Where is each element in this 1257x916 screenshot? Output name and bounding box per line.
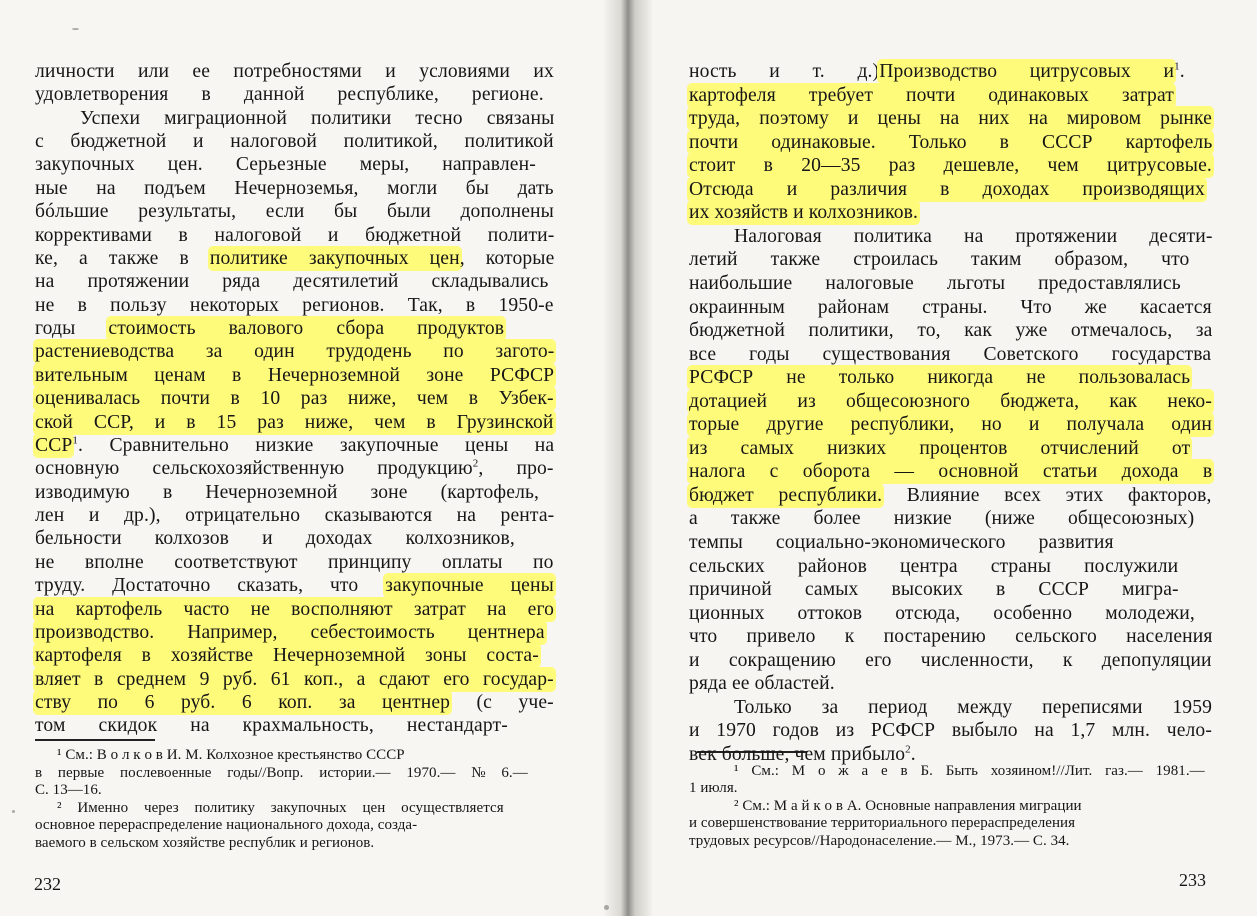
highlighted-text: ству по 6 руб. 6 коп. за центнер	[35, 691, 451, 713]
text-line	[35, 177, 554, 200]
text-segment: лен и др.), отрицательно сказываются на рента-	[35, 505, 555, 527]
text-segment: годы	[35, 318, 109, 340]
text-line	[689, 201, 918, 224]
paper-speck	[72, 28, 79, 30]
footnote-ref: 2	[472, 457, 479, 470]
highlighted-text: бюджет республики.	[689, 484, 883, 506]
footnote-ref: 1	[1174, 60, 1180, 73]
footnote-line: ² См.: М а й к о в А. Основные направления миграции	[734, 797, 1082, 814]
text-line	[35, 574, 554, 597]
text-line	[35, 317, 504, 340]
text-line	[689, 437, 1190, 460]
text-line	[35, 153, 536, 176]
text-segment: на протяжении ряда десятилетий складывались	[35, 271, 549, 293]
text-line	[689, 719, 1212, 742]
footnote-line: ваемого в сельском хозяйстве республик и регионов.	[35, 835, 375, 851]
page-number-right: 233	[1179, 870, 1206, 890]
text-line	[35, 130, 554, 153]
text-line	[35, 527, 515, 550]
paper-speck	[12, 810, 15, 813]
text-segment: удовлетворения в данной республике, регионе.	[35, 84, 544, 106]
highlighted-text: торые другие республики, но и получала один	[689, 414, 1212, 436]
text-segment: ряда ее областей.	[689, 673, 835, 695]
text-line	[35, 60, 554, 83]
text-segment: изводимую в Нечерноземной зоне (картофель,	[35, 481, 540, 503]
text-segment: бóльшие результаты, если бы были дополнены	[35, 201, 554, 223]
highlighted-text: дотацией из общесоюзного бюджета, как неко-	[689, 390, 1212, 412]
footnote-line: и совершенствование территориального перераспределения	[689, 815, 1076, 832]
text-segment: коррективами в налоговой и бюджетной полити-	[35, 224, 555, 246]
text-line	[35, 691, 554, 714]
highlighted-text: из самых низких процентов отчислений от	[689, 437, 1191, 459]
text-segment: основную сельскохозяйственную продукцию	[35, 458, 473, 480]
text-line	[689, 178, 1205, 201]
text-line	[689, 531, 1114, 554]
footnote-line: ² Именно через политику закупочных цен осуществляется	[57, 799, 504, 816]
highlighted-text: РСФСР не только никогда не пользовалась	[689, 367, 1191, 389]
text-line	[689, 460, 1212, 483]
text-line	[689, 131, 1212, 154]
text-segment: , про-	[478, 458, 554, 480]
footnote-line: трудовых ресурсов//Народонаселение.— М., 1973.— С. 34.	[689, 832, 1070, 849]
highlighted-text: их хозяйств и колхозников.	[689, 202, 919, 224]
text-line	[35, 387, 554, 410]
text-line	[35, 294, 554, 317]
text-segment: с бюджетной и налоговой политикой, политикой	[35, 131, 554, 153]
text-line	[35, 598, 554, 621]
paper-speck	[604, 905, 609, 910]
page-number-left: 232	[34, 874, 61, 894]
highlighted-text: труда, поэтому и цены на них на мировом рынке	[689, 108, 1212, 130]
text-segment: наибольшие налоговые льготы предоставлялись	[689, 272, 1181, 294]
text-segment: . Сравнительно низкие закупочные цены на	[78, 434, 555, 456]
highlighted-text: ской ССР, и в 15 раз ниже, чем в Грузинской	[35, 411, 554, 433]
text-segment: темпы социально-экономического развития	[689, 532, 1114, 553]
text-line	[35, 224, 554, 247]
highlighted-text: почти одинаковые. Только в СССР картофель	[689, 131, 1213, 153]
highlighted-text: закупочные цены	[385, 575, 554, 597]
highlighted-text: растениеводства за один трудодень по загото-	[35, 341, 555, 363]
text-line	[689, 107, 1212, 130]
text-line	[35, 200, 554, 223]
text-segment: бюджетной политики, то, как уже отмечалось, за	[689, 320, 1213, 342]
text-segment: и 1970 годов из РСФСР выбыло на 1,7 млн. чело-	[689, 720, 1212, 742]
text-segment: бельности колхозов и доходах колхозников,	[35, 528, 515, 550]
text-line	[689, 154, 1212, 177]
text-segment: труду. Достаточно сказать, что	[35, 575, 386, 597]
text-line	[689, 413, 1212, 436]
text-line	[689, 649, 1212, 672]
text-segment: окраинным районам страны. Что же касается	[689, 296, 1212, 318]
highlighted-text: на картофель часто не восполняют затрат на его	[35, 598, 555, 620]
book-gutter	[604, 0, 652, 916]
footnote-ref: 1	[72, 434, 79, 447]
text-segment: не в пользу некоторых регионов. Так, в 1950-е	[35, 294, 554, 316]
highlighted-text: вительным ценам в Нечерноземной зоне РСФСР	[35, 364, 555, 386]
text-line	[689, 602, 1195, 625]
footnote-line: в первые послевоенные годы//Вопр. истории.— 1970.— № 6.—	[35, 764, 528, 781]
text-line	[689, 484, 1212, 507]
highlighted-text: производство. Например, себестоимость центнера	[35, 621, 545, 643]
text-segment: а также более низкие (ниже общесоюзных)	[689, 508, 1195, 530]
highlighted-text: налога с оборота — основной статьи дохода в	[689, 461, 1213, 483]
text-line	[689, 84, 1174, 107]
text-segment: ные на подъем Нечерноземья, могли бы дать	[35, 177, 554, 199]
text-line	[35, 270, 548, 293]
text-segment: что привело к постарению сельского населения	[689, 626, 1213, 648]
text-segment: личности или ее потребностями и условиями их	[35, 61, 554, 82]
text-segment: Успехи миграционной политики тесно связаны	[80, 107, 555, 129]
highlighted-text: политике закупочных цен	[209, 247, 460, 269]
highlighted-text: оценивалась почти в 10 раз ниже, чем в Узбек-	[35, 388, 554, 410]
text-line	[689, 672, 835, 695]
text-line	[689, 555, 1178, 578]
highlighted-text: вляет в среднем 9 руб. 61 коп., а сдают его государ-	[35, 668, 554, 690]
text-line	[689, 272, 1181, 295]
footnote-ref: 2	[905, 743, 911, 756]
text-line	[80, 107, 554, 130]
text-line	[35, 247, 554, 270]
text-segment: Только за период между переписями 1959	[734, 696, 1213, 718]
footnote-line: основное перераспределение национального дохода, созда-	[35, 817, 418, 834]
text-line	[689, 625, 1212, 648]
text-line	[35, 83, 544, 106]
text-segment: Налоговая политика на протяжении десяти-	[734, 225, 1213, 247]
text-line	[35, 621, 545, 644]
text-segment: ционных оттоков отсюда, особенно молодежи,	[689, 602, 1195, 624]
text-segment: причиной самых высоких в СССР мигра-	[689, 579, 1179, 601]
footnote-line: 1 июля.	[689, 780, 738, 797]
text-line	[35, 364, 554, 387]
text-segment: .	[1179, 61, 1185, 82]
text-segment: ность и т. д.)	[689, 61, 880, 82]
highlighted-text: Производство цитрусовых и	[879, 61, 1175, 82]
highlighted-text: ССР	[35, 434, 73, 456]
text-line	[35, 457, 554, 480]
highlighted-text: Отсюда и различия в доходах производящих	[689, 178, 1205, 200]
text-line	[689, 343, 1211, 366]
text-line	[689, 248, 1189, 271]
footnote-line: С. 13—16.	[35, 782, 102, 799]
text-segment: все годы существования Советского государства	[689, 343, 1212, 365]
highlighted-text: стоит в 20—35 раз дешевле, чем цитрусовые.	[689, 155, 1212, 177]
text-segment: Влияние всех этих факторов,	[882, 484, 1212, 506]
footnote-rule-left	[35, 739, 155, 741]
text-line	[689, 578, 1179, 601]
text-line	[689, 507, 1194, 530]
text-segment: не вполне соответствуют принципу оплаты по	[35, 551, 554, 573]
text-line	[689, 60, 1185, 83]
text-segment: и сокращению его численности, к депопуляции	[689, 649, 1212, 671]
text-segment: (с уче-	[450, 691, 554, 713]
text-segment: закупочных цен. Серьезные меры, направлен-	[35, 154, 536, 176]
text-line	[734, 696, 1212, 719]
text-line	[689, 296, 1212, 319]
text-line	[35, 551, 554, 574]
text-line	[734, 225, 1212, 248]
text-line	[35, 434, 554, 457]
text-segment: сельских районов центра страны послужили	[689, 555, 1179, 577]
text-line	[35, 714, 508, 737]
text-line	[35, 644, 539, 667]
text-segment: .	[910, 743, 916, 765]
text-segment: , которые	[459, 247, 555, 269]
text-segment: том скидок на крахмальность, нестандарт-	[35, 715, 508, 737]
highlighted-text: стоимость валового сбора продуктов	[108, 318, 505, 340]
footnote-line: ¹ См.: М о ж а е в Б. Быть хозяином!//Лит. газ.— 1981.—	[734, 763, 1205, 779]
text-line	[35, 668, 554, 691]
text-line	[35, 411, 554, 434]
text-line	[35, 504, 554, 527]
text-line	[35, 481, 539, 504]
text-segment: летий также строилась таким образом, что	[689, 249, 1190, 271]
highlighted-text: картофеля в хозяйстве Нечерноземной зоны соста-	[35, 645, 539, 667]
text-segment: ке, а также в	[35, 247, 210, 269]
highlighted-text: картофеля требует почти одинаковых затрат	[689, 84, 1174, 106]
text-segment: век больше, чем прибыло	[689, 743, 906, 765]
text-line	[689, 366, 1190, 389]
footnote-line: ¹ См.: В о л к о в И. М. Колхозное крестьянство СССР	[57, 747, 405, 763]
text-line	[35, 340, 554, 363]
text-line	[689, 319, 1212, 342]
text-line	[689, 390, 1212, 413]
